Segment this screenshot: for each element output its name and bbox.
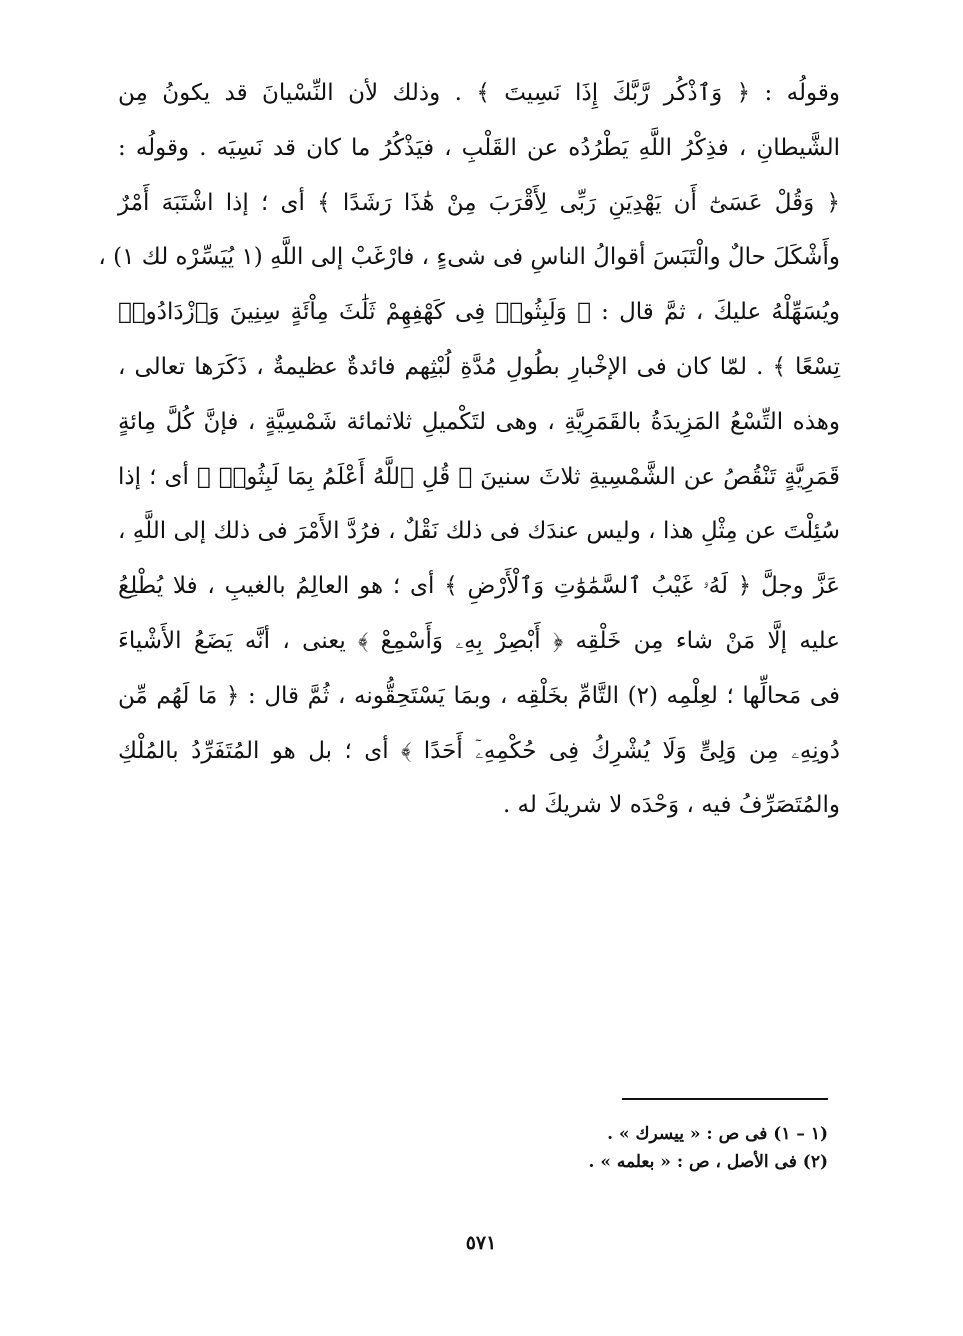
text-line: ﴿ وَقُلْ عَسَىٰٓ أَن يَهْدِيَنِ رَبِّى لِأَقْرَبَ مِنْ هَٰذَا رَشَدًا ﴾ أى ؛ إذا اشْتَبَهَ أَمْرٌ <box>118 189 840 216</box>
text-line: وأَشْكَلَ حالٌ والْتَبَسَ أقوالُ الناسِ فى شىءٍ ، فارْغَبْ إلى اللَّهِ (١ يُيَسِّرْه لك ١) ، <box>98 244 840 271</box>
main-text <box>98 66 840 833</box>
text-line: سُئِلْتَ عن مِثْلِ هذا ، وليس عندَك فى ذلك نَقْلٌ ، فرُدَّ الأَمْرَ فى ذلك إلى اللَّهِ ، <box>118 518 840 545</box>
text-line: ويُسَهِّلْهُ عليكَ ، ثمَّ قال : ﴿ وَلَبِثُوا۟ فِى كَهْفِهِمْ ثَلَٰثَ مِاْئَةٍ سِنِينَ وَٱزْدَادُوا۟ <box>118 299 840 326</box>
text-line: قَمَرِيَّةٍ تَنْقُصُ عن الشَّمْسِيةِ ثلاثَ سنينَ ﴿ قُلِ ٱللَّهُ أَعْلَمُ بِمَا لَبِثُوا۟ ﴾ أى ؛ إذا <box>118 463 840 490</box>
text-line: وقولُه : ﴿ وَٱذْكُر رَّبَّكَ إِذَا نَسِيتَ ﴾ . وذلك لأن النِّسْيانَ قد يكونُ مِن <box>118 80 840 106</box>
page-number: ٥٧١ <box>465 1232 497 1254</box>
text-line: عَزَّ وجلَّ ﴿ لَهُۥ غَيْبُ ٱلسَّمَٰوَٰتِ وَٱلْأَرْضِ ﴾ أى ؛ هو العالِمُ بالغيبِ ، فلا يُطْلِعُ <box>118 573 840 600</box>
footnotes <box>440 1120 828 1176</box>
text-line: عليه إلَّا مَنْ شاء مِن خَلْقِه ﴿ أَبْصِرْ بِهِۦ وَأَسْمِعْ ﴾ يعنى ، أنَّه يَضَعُ الأَشْياءَ <box>118 627 840 654</box>
footnote-1: (١ – ١) فى ص : « ييسرك » . <box>607 1124 828 1144</box>
footnote-divider <box>622 1098 828 1100</box>
text-line: دُونِهِۦ مِن وَلِىٍّ وَلَا يُشْرِكُ فِى حُكْمِهِۦٓ أَحَدًا ﴾ أى ؛ بل هو المُتَفَرِّدُ بالمُلْكِ <box>118 737 840 764</box>
text-line: والمُتَصَرِّفُ فيه ، وَحْدَه لا شريكَ له . <box>502 792 840 819</box>
text-line: فى مَحالِّها ؛ لعِلْمِه (٢) التَّامِّ بخَلْقِه ، وبمَا يَسْتَحِقُّونه ، ثُمَّ قال : ﴿ مَا لَهُم مِّن <box>118 682 840 709</box>
text-line: الشَّيطانِ ، فذِكْرُ اللَّهِ يَطْرُدُه عن القَلْبِ ، فيَذْكُرُ ما كان قد نَسِيَه . وقولُه : <box>118 134 840 161</box>
footnote-2: (٢) فى الأصل ، ص : « بعلمه » . <box>588 1152 828 1172</box>
text-line: وهذه التِّسْعُ المَزِيدَةُ بالقَمَرِيَّةِ ، وهى لتَكْميلِ ثلاثمائة شَمْسِيَّةٍ ، فإنَّ كُلَّ مِائةٍ <box>118 408 840 435</box>
text-line: تِسْعًا ﴾ . لمّا كان فى الإخْبارِ بطُولِ مُدَّةِ لُبْثِهم فائدةٌ عظيمةٌ ، ذَكَرَها تعالى ، <box>118 353 840 380</box>
